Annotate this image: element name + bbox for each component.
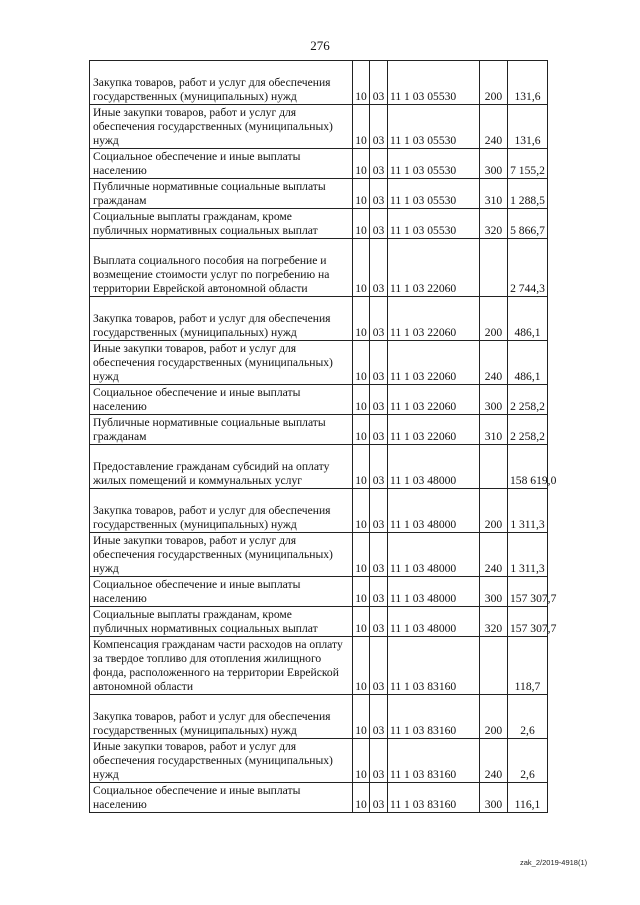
section-code-cell: 10	[353, 533, 370, 577]
section-code-cell: 10	[353, 445, 370, 489]
table-row	[90, 783, 548, 813]
amount-cell: 118,7	[508, 637, 548, 695]
expense-type-code-cell: 320	[480, 209, 508, 239]
program-code-cell: 11 1 03 48000	[388, 577, 480, 607]
table-row	[90, 385, 548, 415]
section-code-cell: 10	[353, 577, 370, 607]
subsection-code-cell: 03	[370, 577, 388, 607]
amount-cell: 131,6	[508, 61, 548, 105]
amount-cell: 1 311,3	[508, 533, 548, 577]
section-code-cell: 10	[353, 783, 370, 813]
section-code-cell: 10	[353, 297, 370, 341]
program-code-cell: 11 1 03 22060	[388, 341, 480, 385]
expense-type-code-cell	[480, 637, 508, 695]
table-row	[90, 739, 548, 783]
section-code-cell: 10	[353, 415, 370, 445]
table-row	[90, 341, 548, 385]
table-row	[90, 297, 548, 341]
expense-type-code-cell: 310	[480, 415, 508, 445]
expense-type-code-cell: 240	[480, 105, 508, 149]
program-code-cell: 11 1 03 05530	[388, 105, 480, 149]
program-code-cell: 11 1 03 05530	[388, 179, 480, 209]
subsection-code-cell: 03	[370, 783, 388, 813]
program-code-cell: 11 1 03 05530	[388, 61, 480, 105]
amount-cell: 158 619,0	[508, 445, 548, 489]
amount-cell: 2 258,2	[508, 385, 548, 415]
expense-type-code-cell: 200	[480, 297, 508, 341]
amount-cell: 116,1	[508, 783, 548, 813]
section-code-cell: 10	[353, 695, 370, 739]
expense-name-cell: Иные закупки товаров, работ и услуг для обеспечения государственных (муниципальных) нужд	[90, 341, 353, 385]
subsection-code-cell: 03	[370, 533, 388, 577]
expense-type-code-cell: 300	[480, 577, 508, 607]
subsection-code-cell: 03	[370, 607, 388, 637]
program-code-cell: 11 1 03 83160	[388, 739, 480, 783]
section-code-cell: 10	[353, 105, 370, 149]
expense-type-code-cell: 300	[480, 783, 508, 813]
expense-name-cell: Иные закупки товаров, работ и услуг для обеспечения государственных (муниципальных) нужд	[90, 105, 353, 149]
program-code-cell: 11 1 03 83160	[388, 783, 480, 813]
expense-type-code-cell: 200	[480, 61, 508, 105]
expense-name-cell: Социальные выплаты гражданам, кроме публичных нормативных социальных выплат	[90, 607, 353, 637]
subsection-code-cell: 03	[370, 489, 388, 533]
program-code-cell: 11 1 03 05530	[388, 209, 480, 239]
subsection-code-cell: 03	[370, 445, 388, 489]
program-code-cell: 11 1 03 22060	[388, 239, 480, 297]
section-code-cell: 10	[353, 179, 370, 209]
section-code-cell: 10	[353, 61, 370, 105]
expense-type-code-cell	[480, 445, 508, 489]
table-row	[90, 577, 548, 607]
table-row	[90, 445, 548, 489]
amount-cell: 7 155,2	[508, 149, 548, 179]
expense-type-code-cell: 300	[480, 385, 508, 415]
subsection-code-cell: 03	[370, 179, 388, 209]
table-row	[90, 533, 548, 577]
expense-name-cell: Закупка товаров, работ и услуг для обеспечения государственных (муниципальных) нужд	[90, 695, 353, 739]
table-row	[90, 695, 548, 739]
program-code-cell: 11 1 03 05530	[388, 149, 480, 179]
section-code-cell: 10	[353, 489, 370, 533]
section-code-cell: 10	[353, 341, 370, 385]
expense-name-cell: Закупка товаров, работ и услуг для обеспечения государственных (муниципальных) нужд	[90, 489, 353, 533]
document-footer-code: zak_2/2019-4918(1)	[520, 858, 588, 867]
expense-type-code-cell: 310	[480, 179, 508, 209]
expense-type-code-cell	[480, 239, 508, 297]
amount-cell: 1 288,5	[508, 179, 548, 209]
section-code-cell: 10	[353, 209, 370, 239]
budget-table	[89, 60, 557, 813]
table-row	[90, 239, 548, 297]
table-row	[90, 179, 548, 209]
program-code-cell: 11 1 03 83160	[388, 637, 480, 695]
expense-type-code-cell: 200	[480, 695, 508, 739]
expense-type-code-cell: 240	[480, 739, 508, 783]
table-row	[90, 61, 548, 105]
expense-type-code-cell: 240	[480, 533, 508, 577]
expense-name-cell: Социальное обеспечение и иные выплаты населению	[90, 149, 353, 179]
budget-table-body	[90, 61, 557, 813]
amount-cell: 1 311,3	[508, 489, 548, 533]
section-code-cell: 10	[353, 385, 370, 415]
section-code-cell: 10	[353, 239, 370, 297]
expense-name-cell: Иные закупки товаров, работ и услуг для обеспечения государственных (муниципальных) нужд	[90, 533, 353, 577]
expense-name-cell: Социальные выплаты гражданам, кроме публичных нормативных социальных выплат	[90, 209, 353, 239]
subsection-code-cell: 03	[370, 341, 388, 385]
section-code-cell: 10	[353, 739, 370, 783]
expense-name-cell: Иные закупки товаров, работ и услуг для обеспечения государственных (муниципальных) нужд	[90, 739, 353, 783]
amount-cell: 2,6	[508, 739, 548, 783]
section-code-cell: 10	[353, 607, 370, 637]
expense-name-cell: Закупка товаров, работ и услуг для обеспечения государственных (муниципальных) нужд	[90, 297, 353, 341]
expense-name-cell: Предоставление гражданам субсидий на оплату жилых помещений и коммунальных услуг	[90, 445, 353, 489]
expense-type-code-cell: 240	[480, 341, 508, 385]
subsection-code-cell: 03	[370, 209, 388, 239]
subsection-code-cell: 03	[370, 739, 388, 783]
table-row	[90, 607, 548, 637]
expense-name-cell: Социальное обеспечение и иные выплаты населению	[90, 577, 353, 607]
amount-cell: 157 307,7	[508, 607, 548, 637]
amount-cell: 2 258,2	[508, 415, 548, 445]
program-code-cell: 11 1 03 48000	[388, 445, 480, 489]
amount-cell: 2 744,3	[508, 239, 548, 297]
amount-cell: 131,6	[508, 105, 548, 149]
expense-name-cell: Социальное обеспечение и иные выплаты населению	[90, 385, 353, 415]
program-code-cell: 11 1 03 83160	[388, 695, 480, 739]
subsection-code-cell: 03	[370, 695, 388, 739]
expense-name-cell: Закупка товаров, работ и услуг для обеспечения государственных (муниципальных) нужд	[90, 61, 353, 105]
table-row	[90, 105, 548, 149]
expense-name-cell: Социальное обеспечение и иные выплаты населению	[90, 783, 353, 813]
program-code-cell: 11 1 03 22060	[388, 385, 480, 415]
program-code-cell: 11 1 03 48000	[388, 489, 480, 533]
program-code-cell: 11 1 03 22060	[388, 297, 480, 341]
table-row	[90, 489, 548, 533]
amount-cell: 486,1	[508, 341, 548, 385]
amount-cell: 157 307,7	[508, 577, 548, 607]
subsection-code-cell: 03	[370, 105, 388, 149]
program-code-cell: 11 1 03 48000	[388, 533, 480, 577]
subsection-code-cell: 03	[370, 239, 388, 297]
table-row	[90, 637, 548, 695]
amount-cell: 2,6	[508, 695, 548, 739]
subsection-code-cell: 03	[370, 637, 388, 695]
subsection-code-cell: 03	[370, 149, 388, 179]
amount-cell: 486,1	[508, 297, 548, 341]
program-code-cell: 11 1 03 22060	[388, 415, 480, 445]
amount-cell: 5 866,7	[508, 209, 548, 239]
section-code-cell: 10	[353, 637, 370, 695]
expense-name-cell: Публичные нормативные социальные выплаты гражданам	[90, 179, 353, 209]
section-code-cell: 10	[353, 149, 370, 179]
expense-name-cell: Компенсация гражданам части расходов на оплату за твердое топливо для отопления жилищного фонда, расположенного на территории Еврейской автономной области	[90, 637, 353, 695]
table-row	[90, 415, 548, 445]
expense-name-cell: Выплата социального пособия на погребение и возмещение стоимости услуг по погребению на территории Еврейской автономной области	[90, 239, 353, 297]
table-row	[90, 149, 548, 179]
subsection-code-cell: 03	[370, 297, 388, 341]
subsection-code-cell: 03	[370, 61, 388, 105]
expense-name-cell: Публичные нормативные социальные выплаты гражданам	[90, 415, 353, 445]
expense-type-code-cell: 320	[480, 607, 508, 637]
subsection-code-cell: 03	[370, 415, 388, 445]
page-number: 276	[310, 38, 330, 53]
subsection-code-cell: 03	[370, 385, 388, 415]
table-row	[90, 209, 548, 239]
expense-type-code-cell: 200	[480, 489, 508, 533]
program-code-cell: 11 1 03 48000	[388, 607, 480, 637]
expense-type-code-cell: 300	[480, 149, 508, 179]
